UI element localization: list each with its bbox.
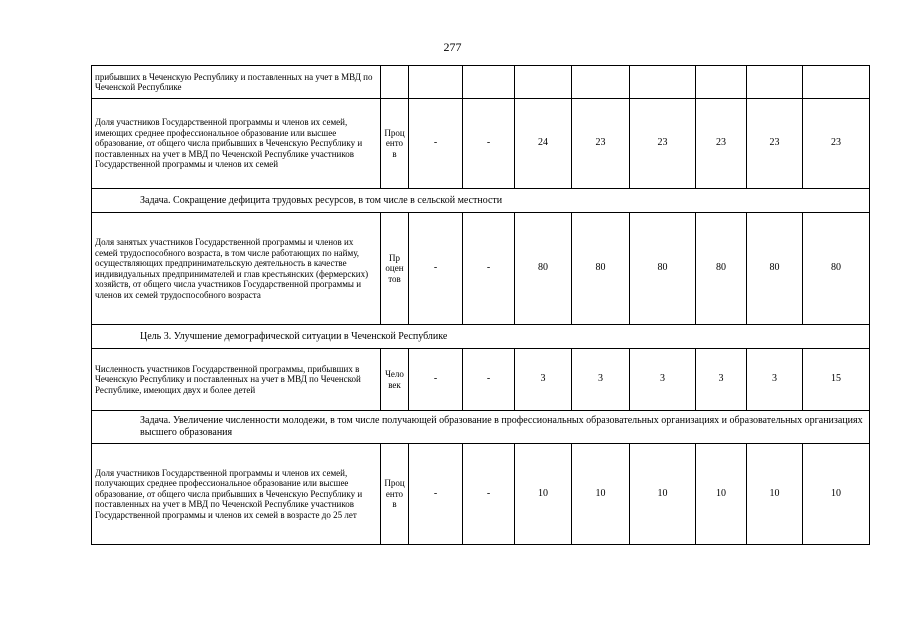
value-cell: - [463,99,515,189]
value-cell: 3 [747,349,803,411]
value-cell: 80 [803,213,870,325]
value-cell: - [463,213,515,325]
indicator-unit: Чело век [381,349,409,411]
value-cell [803,66,870,99]
table-row [92,444,870,545]
value-cell [463,66,515,99]
value-cell: 80 [696,213,747,325]
indicator-description: Доля занятых участников Государственной программы и членов их семей трудоспособного возраста, в том числе работающих по найму, осуществляющих предпринимательскую деятельность в качестве индивидуальных предпринимателей и глав крестьянских (фермерских) хозяйств, от общего числа участников Государственной программы и членов их семей трудоспособного возраста [92,213,381,325]
value-cell [747,66,803,99]
value-cell: 80 [572,213,630,325]
indicator-description: Доля участников Государственной программы и членов их семей, получающих среднее профессиональное образование или высшее образование, от общего числа прибывших в Чеченскую Республику и поставленных на учет в МВД по Чеченской Республике участников Государственной программы и членов их семей в возрасте до 25 лет [92,444,381,545]
value-cell [630,66,696,99]
value-cell: 80 [515,213,572,325]
indicator-unit: Пр оцен тов [381,213,409,325]
indicator-description: Численность участников Государственной программы, прибывших в Чеченскую Республику и поставленных на учет в МВД по Чеченской Республике, имеющих двух и более детей [92,349,381,411]
section-row [92,189,870,213]
section-row [92,325,870,349]
value-cell: 3 [515,349,572,411]
section-row [92,411,870,444]
value-cell: 23 [803,99,870,189]
value-cell: - [409,349,463,411]
page-number: 277 [443,40,462,54]
value-cell: 10 [696,444,747,545]
section-heading: Задача. Сокращение дефицита трудовых ресурсов, в том числе в сельской местности [92,189,870,213]
indicator-unit: Проц енто в [381,99,409,189]
value-cell: 3 [696,349,747,411]
value-cell: 10 [630,444,696,545]
value-cell: 80 [630,213,696,325]
section-heading: Цель 3. Улучшение демографической ситуации в Чеченской Республике [92,325,870,349]
table-row [92,213,870,325]
value-cell [696,66,747,99]
table-row [92,66,870,99]
value-cell: 23 [696,99,747,189]
indicator-unit: Проц енто в [381,444,409,545]
value-cell: - [463,349,515,411]
indicators-table [91,65,870,545]
value-cell: - [409,444,463,545]
section-heading: Задача. Увеличение численности молодежи, в том числе получающей образование в профессиональных образовательных организациях и образовательных организациях высшего образования [92,411,870,444]
value-cell: 15 [803,349,870,411]
value-cell [515,66,572,99]
value-cell: 23 [572,99,630,189]
value-cell [409,66,463,99]
value-cell [572,66,630,99]
value-cell: 80 [747,213,803,325]
table-row [92,99,870,189]
table-row [92,349,870,411]
value-cell: 24 [515,99,572,189]
indicator-description: прибывших в Чеченскую Республику и поставленных на учет в МВД по Чеченской Республике [92,66,381,99]
value-cell: 10 [572,444,630,545]
indicator-description: Доля участников Государственной программы и членов их семей, имеющих среднее профессиональное образование или высшее образование, от общего числа прибывших в Чеченскую Республику и поставленных на учет в МВД по Чеченской Республике участников Государственной программы и членов их семей [92,99,381,189]
value-cell: 3 [572,349,630,411]
indicator-unit [381,66,409,99]
value-cell: 3 [630,349,696,411]
value-cell: 10 [515,444,572,545]
value-cell: - [409,99,463,189]
value-cell: 23 [747,99,803,189]
value-cell: 10 [803,444,870,545]
value-cell: - [463,444,515,545]
value-cell: 23 [630,99,696,189]
value-cell: 10 [747,444,803,545]
value-cell: - [409,213,463,325]
